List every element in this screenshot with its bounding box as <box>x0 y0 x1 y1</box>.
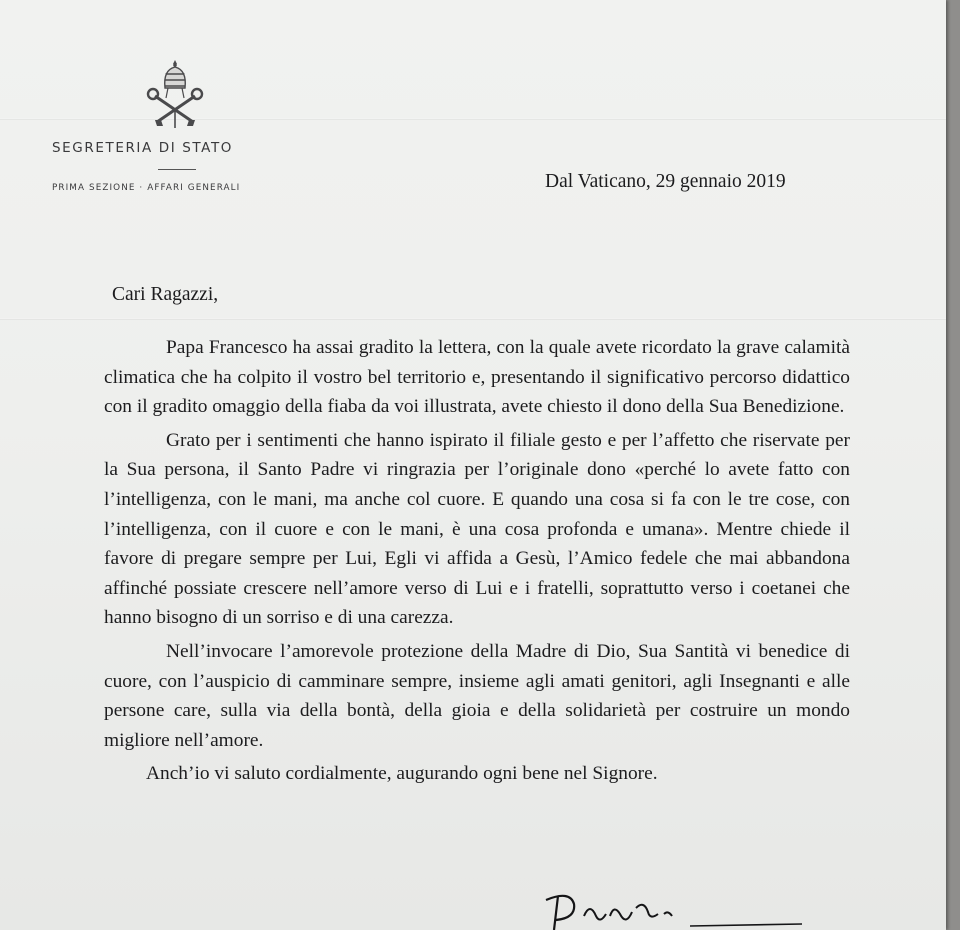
letterhead-office: SEGRETERIA DI STATO <box>52 140 234 156</box>
paper-fold-line <box>0 118 946 120</box>
paper-fold-line <box>0 318 946 320</box>
body-paragraph: Papa Francesco ha assai gradito la lettera, con la quale avete ricordato la grave calamità climatica che ha colpito il vostro bel territorio e, presentando il significativo percorso didattico con il gradito omaggio della fiaba da voi illustrata, avete chiesto il dono della Sua Benedizione. <box>104 337 850 418</box>
letterhead-divider <box>158 169 196 170</box>
papal-coat-of-arms-icon <box>143 58 207 130</box>
closing-line: Anch’io vi saluto cordialmente, augurando ogni bene nel Signore. <box>146 763 658 785</box>
handwritten-signature <box>540 890 810 930</box>
letterhead-section: PRIMA SEZIONE · AFFARI GENERALI <box>52 183 241 193</box>
salutation: Cari Ragazzi, <box>112 284 219 305</box>
body-paragraph: Nell’invocare l’amorevole protezione della Madre di Dio, Sua Santità vi benedice di cuore, con l’auspicio di camminare sempre, insieme agli amati genitori, agli Insegnanti e alle persone care, sulla via della bontà, della gioia e della solidarietà per costruire un mondo migliore nell’amore. <box>104 640 850 751</box>
letter-body <box>104 333 850 793</box>
dateline: Dal Vaticano, 29 gennaio 2019 <box>545 171 786 192</box>
body-paragraph: Grato per i sentimenti che hanno ispirato il filiale gesto e per l’affetto che riservate per la Sua persona, il Santo Padre vi ringrazia per l’originale dono «perché lo avete fatto con l’intelligenza, con le mani, ma anche col cuore. E quando una cosa si fa con le tre cose, con l’intelligenza, con il cuore e con le mani, è una cosa profonda e umana». Mentre chiede il favore di pregare sempre per Lui, Egli vi affida a Gesù, l’Amico fedele che mai abbandona affinché possiate crescere nell’amore verso di Lui e i fratelli, soprattutto verso i coetanei che hanno bisogno di un sorriso e di una carezza. <box>104 429 850 629</box>
